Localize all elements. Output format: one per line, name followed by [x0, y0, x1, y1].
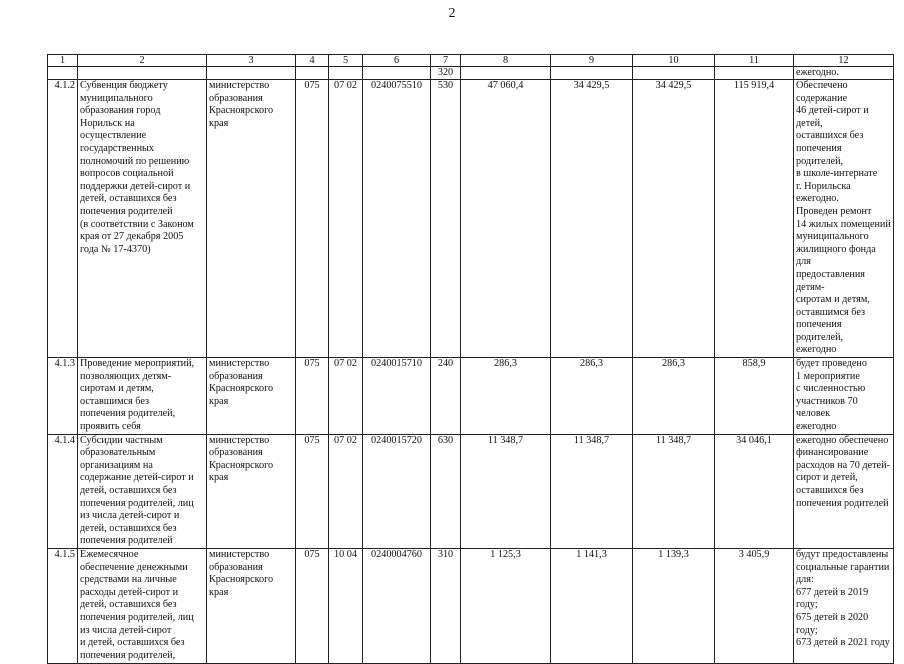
item-name: Субсидии частным образовательным организациям на содержание детей-сирот и детей, оставшихся без попечения родителей, лиц из числа детей-сирот и детей, оставшихся без попечения родителей [78, 434, 207, 548]
table-row [48, 358, 894, 435]
item-name: Проведение мероприятий, позволяющих детям- сиротам и детям, оставшимся без попечения родителей, проявить себя [78, 358, 207, 435]
item-value-col9: 11 348,7 [551, 434, 633, 548]
item-code-col7: 630 [431, 434, 461, 548]
item-grbs: министерство образования Красноярского края [207, 80, 296, 358]
item-code-col6: 0240015720 [363, 434, 431, 548]
table-row [48, 80, 894, 358]
item-value-col10: 34 429,5 [633, 80, 715, 358]
item-result: Обеспечено содержание 46 детей-сирот и детей, оставшихся без попечения родителей, в школе-интернате г. Норильска ежегодно. Проведен ремонт 14 жилых помещений муниципального жилищного фонда для предоставления детям- сиротам и детям, оставшимся без попечения родителей, ежегодно [794, 80, 894, 358]
program-table [47, 54, 894, 664]
table-row [48, 548, 894, 663]
header-cell: 9 [551, 55, 633, 67]
item-value-col8 [461, 67, 551, 80]
item-value-col9: 34 429,5 [551, 80, 633, 358]
page-number: 2 [448, 6, 456, 21]
item-code-col6: 0240004760 [363, 548, 431, 663]
item-code-col5: 07 02 [329, 358, 363, 435]
item-value-col8: 286,3 [461, 358, 551, 435]
header-cell: 1 [48, 55, 78, 67]
item-result: ежегодно. [794, 67, 894, 80]
item-code-col5 [329, 67, 363, 80]
item-value-col10: 1 139,3 [633, 548, 715, 663]
item-number: 4.1.3 [48, 358, 78, 435]
item-value-col8: 1 125,3 [461, 548, 551, 663]
item-name: Ежемесячное обеспечение денежными средствами на личные расходы детей-сирот и детей, оставшихся без попечения родителей, лиц из числа детей-сирот и детей, оставшихся без попечения родителей, [78, 548, 207, 663]
item-value-col10: 11 348,7 [633, 434, 715, 548]
item-value-col11: 858,9 [715, 358, 794, 435]
item-number [48, 67, 78, 80]
header-cell: 3 [207, 55, 296, 67]
item-number: 4.1.5 [48, 548, 78, 663]
item-code-col4: 075 [296, 548, 329, 663]
item-name: Субвенция бюджету муниципального образования город Норильск на осуществление государственных полномочий по решению вопросов социальной поддержки детей-сирот и детей, оставшихся без попечения родителей (в соответствии с Законом края от 27 декабря 2005 года № 17-4370) [78, 80, 207, 358]
table-row [48, 434, 894, 548]
item-value-col11 [715, 67, 794, 80]
item-result: будет проведено 1 мероприятие с численностью участников 70 человек ежегодно [794, 358, 894, 435]
header-cell: 4 [296, 55, 329, 67]
item-grbs [207, 67, 296, 80]
item-code-col4: 075 [296, 434, 329, 548]
header-cell: 2 [78, 55, 207, 67]
header-cell: 10 [633, 55, 715, 67]
table-row [48, 67, 894, 80]
item-result: ежегодно обеспечено финансирование расходов на 70 детей- сирот и детей, оставшихся без попечения родителей [794, 434, 894, 548]
item-grbs: министерство образования Красноярского края [207, 434, 296, 548]
item-code-col7: 530 [431, 80, 461, 358]
item-result: будут предоставлены социальные гарантии для: 677 детей в 2019 году; 675 детей в 2020 году; 673 детей в 2021 году [794, 548, 894, 663]
item-value-col11: 3 405,9 [715, 548, 794, 663]
item-value-col10: 286,3 [633, 358, 715, 435]
item-code-col4: 075 [296, 358, 329, 435]
item-value-col10 [633, 67, 715, 80]
header-cell: 5 [329, 55, 363, 67]
item-code-col7: 240 [431, 358, 461, 435]
item-code-col6: 0240015710 [363, 358, 431, 435]
item-grbs: министерство образования Красноярского края [207, 358, 296, 435]
header-cell: 7 [431, 55, 461, 67]
item-code-col5: 07 02 [329, 434, 363, 548]
item-value-col11: 115 919,4 [715, 80, 794, 358]
item-name [78, 67, 207, 80]
item-value-col8: 11 348,7 [461, 434, 551, 548]
item-code-col4: 075 [296, 80, 329, 358]
item-code-col5: 07 02 [329, 80, 363, 358]
header-cell: 11 [715, 55, 794, 67]
header-row [48, 55, 894, 67]
header-cell: 8 [461, 55, 551, 67]
item-code-col6: 0240075510 [363, 80, 431, 358]
item-code-col6 [363, 67, 431, 80]
item-value-col9 [551, 67, 633, 80]
header-cell: 6 [363, 55, 431, 67]
item-code-col7: 320 [431, 67, 461, 80]
item-value-col8: 47 060,4 [461, 80, 551, 358]
item-number: 4.1.4 [48, 434, 78, 548]
item-value-col9: 286,3 [551, 358, 633, 435]
item-value-col11: 34 046,1 [715, 434, 794, 548]
item-code-col7: 310 [431, 548, 461, 663]
item-value-col9: 1 141,3 [551, 548, 633, 663]
item-code-col4 [296, 67, 329, 80]
item-grbs: министерство образования Красноярского края [207, 548, 296, 663]
item-code-col5: 10 04 [329, 548, 363, 663]
item-number: 4.1.2 [48, 80, 78, 358]
header-cell: 12 [794, 55, 894, 67]
